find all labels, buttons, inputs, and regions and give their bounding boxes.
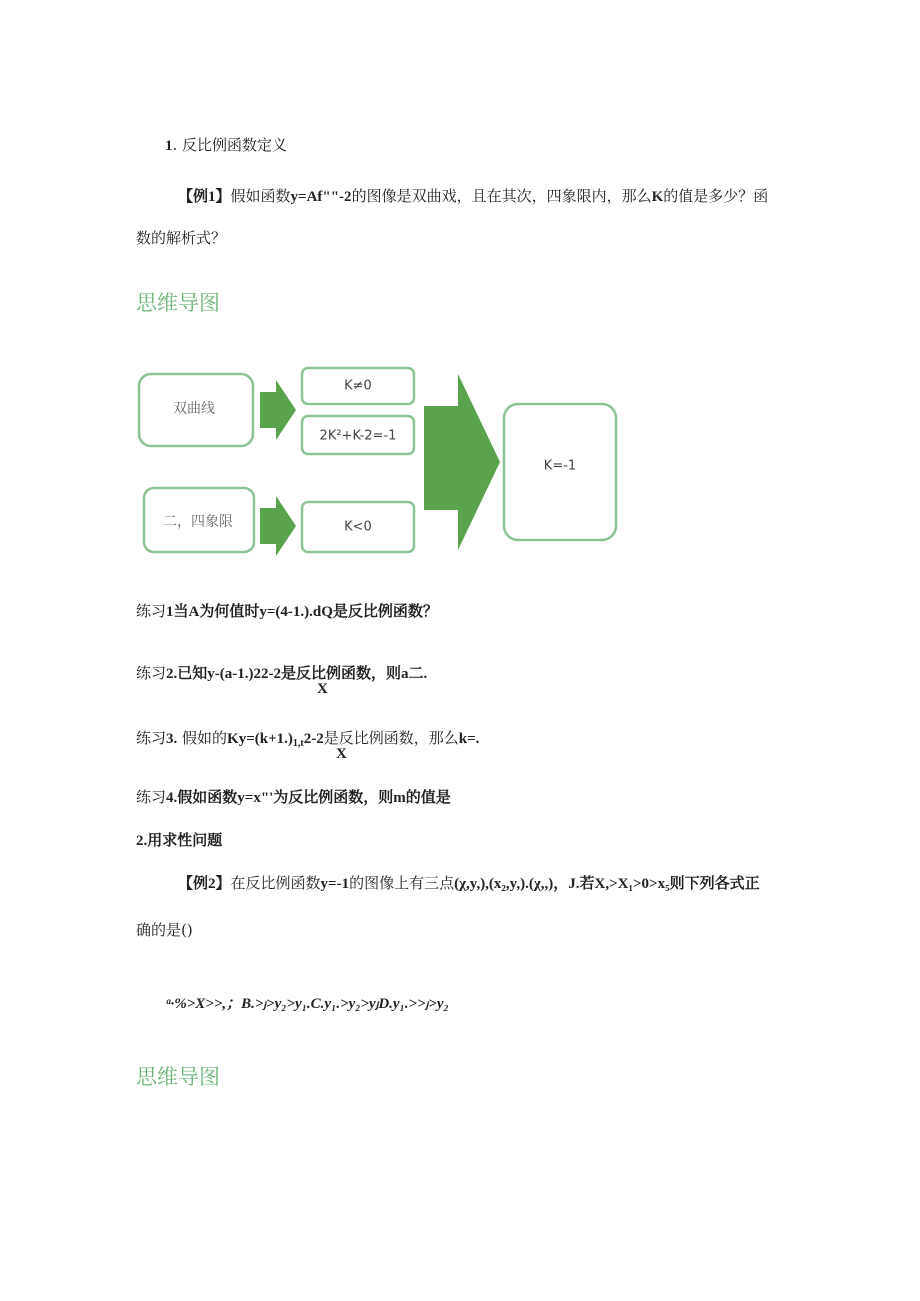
exercise2-text: 2.已知y-(a-1.)22-2是反比例函数，则a二.: [166, 666, 428, 682]
example2-formula: y=-1: [320, 876, 350, 892]
exercise3-formula: Ky=(k+1.): [227, 731, 293, 747]
example1-formula: y=Af""-2: [290, 189, 352, 205]
box-mid-3-label: K<0: [344, 519, 372, 535]
exercise3-text-b: 是反比例函数，那么: [323, 729, 459, 747]
exercise3: [136, 728, 479, 754]
mindmap1-diagram: [136, 366, 626, 556]
exercise3-formula2: 2-2: [303, 731, 324, 747]
section2-heading: 2.用求性问题: [136, 833, 223, 849]
example2-text-a: 在反比例函数: [230, 874, 321, 892]
exercise3-num: 3.: [166, 731, 178, 747]
box-mid-2-label: 2K²+K-2=-1: [319, 428, 397, 444]
section1-title: . 反比例函数定义: [172, 136, 288, 154]
mindmap2-title: 思维导图: [136, 1065, 220, 1089]
box-mid-1-label: K≠0: [344, 378, 372, 394]
example2-points: (χ,y,),(x₂,y,).(χ,,): [454, 876, 554, 892]
example1-k: K: [651, 189, 664, 205]
example1-text-b: 的图像是双曲戏，且在其次，四象限内，那么: [351, 187, 652, 205]
exercise3-end: k=.: [458, 731, 480, 747]
exercise2-fraction-x: X: [317, 681, 328, 697]
exercise4-text: 4.假如函数y=x"'为反比例函数，则m的值是: [166, 790, 451, 806]
arrow-bottom-icon: [260, 496, 296, 556]
exercise1-text: 1当A为何值时y=(4-1.).dQ是反比例函数？: [166, 604, 438, 620]
exercise2-label: 练习: [136, 664, 167, 682]
exercise3-fraction-x: X: [336, 746, 347, 762]
example2-text-c: ，J.若X,>X₁>0>x₅则下列各式正: [553, 876, 760, 892]
exercise1: [136, 601, 438, 622]
exercise3-text-a: 假如的: [177, 729, 228, 747]
box-left-top-label: 双曲线: [173, 401, 215, 417]
example2-line2: 确的是(): [136, 921, 193, 939]
example2-tag: 【例2】: [178, 876, 231, 892]
exercise3-subscript: 1,t: [292, 738, 304, 749]
box-left-bottom-label: 二，四象限: [163, 514, 233, 530]
section1-heading: [165, 135, 287, 156]
example1-text-a: 假如函数: [230, 187, 291, 205]
arrow-big-icon: [424, 374, 500, 550]
arrow-top-icon: [260, 380, 296, 440]
example2-text-b: 的图像上有三点: [349, 874, 455, 892]
mindmap1-title: 思维导图: [136, 291, 220, 315]
exercise3-label: 练习: [136, 729, 167, 747]
example1-line2: 数的解析式？: [136, 229, 227, 247]
example2-line1: [178, 873, 760, 894]
exercise2: [136, 663, 427, 684]
example1-line1: [178, 186, 768, 207]
exercise4-label: 练习: [136, 788, 167, 806]
example1-tag: 【例1】: [178, 189, 231, 205]
box-result-label: K=-1: [543, 458, 577, 474]
example1-text-c: 的值是多少？函: [663, 187, 769, 205]
example2-options: ᵃ·%>X>>,；B.>ⱼ>y₂>y₁.C.y₁.>y₂>yⱼD.y₁.>>ⱼ>y₂: [166, 996, 449, 1012]
exercise1-label: 练习: [136, 602, 167, 620]
section1-number: 1: [165, 138, 173, 154]
exercise4: [136, 787, 451, 808]
